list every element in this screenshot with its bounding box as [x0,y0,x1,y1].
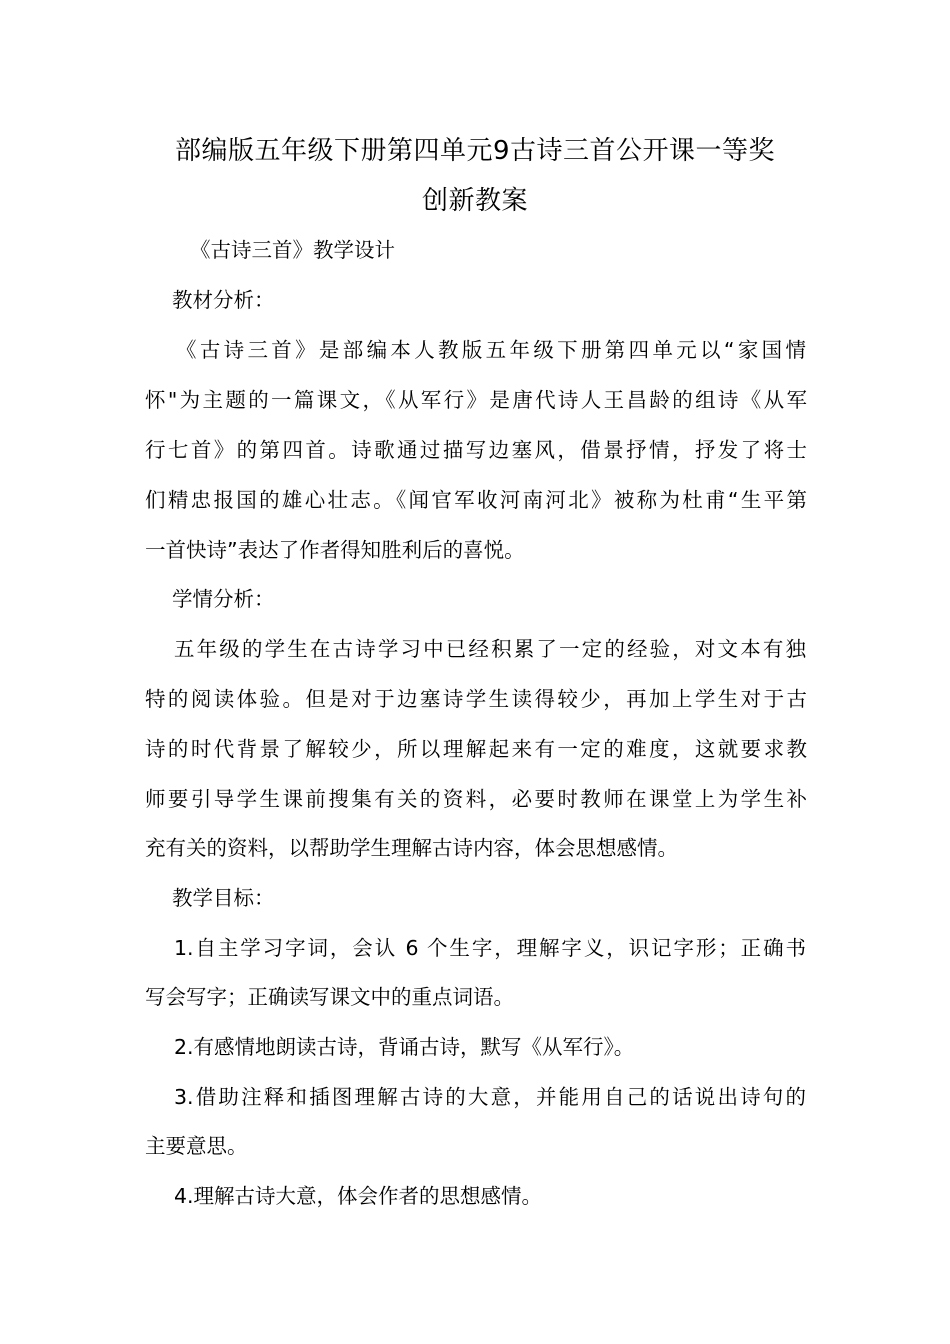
goal-3-line: 3.借助注释和插图理解古诗的大意，并能用自己的话说出诗句的 [174,1085,806,1109]
students-paragraph-line: 诗的时代背景了解较少，所以理解起来有一定的难度，这就要求教 [145,737,807,761]
materials-paragraph-line: 行七首》的第四首。诗歌通过描写边塞风，借景抒情，抒发了将士 [145,438,807,462]
goal-3-line: 主要意思。 [145,1134,248,1158]
materials-paragraph-line: 们精忠报国的雄心壮志。《闻官军收河南河北》被称为杜甫“生平第 [145,488,807,512]
students-paragraph-line: 师要引导学生课前搜集有关的资料，必要时教师在课堂上为学生补 [145,787,807,811]
document-subtitle: 《古诗三首》教学设计 [190,238,395,262]
students-paragraph-line: 充有关的资料，以帮助学生理解古诗内容，体会思想感情。 [145,836,678,860]
students-heading: 学情分析： [172,587,275,611]
students-paragraph-line: 五年级的学生在古诗学习中已经积累了一定的经验，对文本有独 [174,637,806,661]
goal-1-line: 1.自主学习字词，会认 6 个生字，理解字义，识记字形；正确书 [174,936,806,960]
materials-heading: 教材分析： [172,288,275,312]
goals-heading: 教学目标： [172,886,275,910]
goal-4: 4.理解古诗大意，体会作者的思想感情。 [174,1184,543,1208]
materials-paragraph-line: 怀"为主题的一篇课文，《从军行》是唐代诗人王昌龄的组诗《从军 [145,388,807,412]
students-paragraph-line: 特的阅读体验。但是对于边塞诗学生读得较少，再加上学生对于古 [145,687,807,711]
document-title-line1: 部编版五年级下册第四单元9古诗三首公开课一等奖 [174,136,776,166]
materials-paragraph-line: 一首快诗”表达了作者得知胜利后的喜悦。 [145,538,525,562]
document-title-line2: 创新教案 [421,186,528,216]
materials-paragraph-line: 《古诗三首》是部编本人教版五年级下册第四单元以“家国情 [176,338,806,362]
goal-2: 2.有感情地朗读古诗，背诵古诗，默写《从军行》。 [174,1035,635,1059]
goal-1-line: 写会写字；正确读写课文中的重点词语。 [145,985,514,1009]
